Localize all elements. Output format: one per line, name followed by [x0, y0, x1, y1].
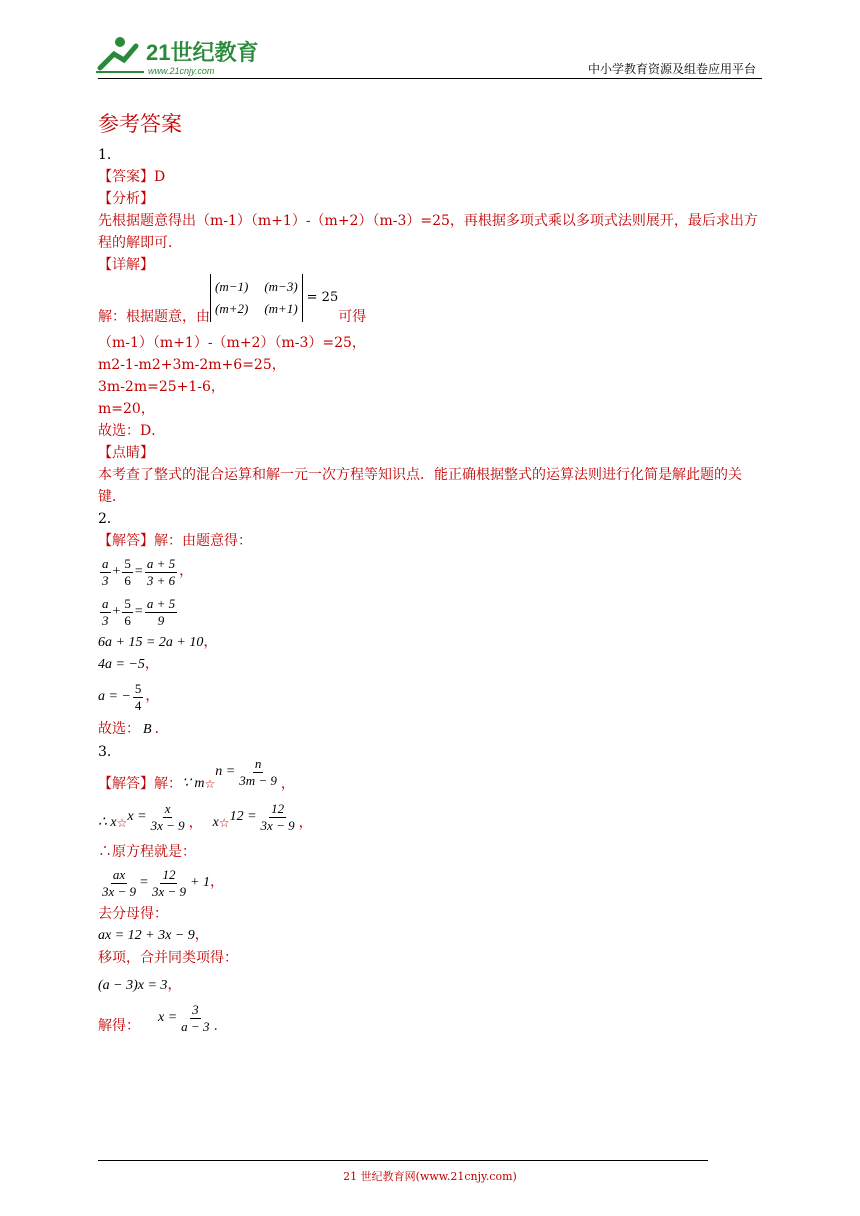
q2-choice: 故选： B ．	[98, 721, 169, 737]
q1-comment-label: 【点睛】	[98, 445, 154, 461]
footer-divider	[98, 1160, 708, 1161]
q1-answer: 【答案】D	[98, 169, 166, 185]
page-header	[0, 0, 860, 90]
q2-eq-4: 4a = −5 ，	[98, 657, 159, 672]
q1-step-1: （m-1）（m+1）-（m+2）（m-3）=25，	[98, 335, 366, 351]
logo-text: 21世纪教育	[146, 40, 259, 65]
q1-analysis: 先根据题意得出（m-1）（m+1）-（m+2）（m-3）=25，再根据多项式乘以多项式法则展开，最后求出方程的解即可．	[98, 213, 758, 251]
header-divider	[98, 78, 762, 79]
q3-orig-eq: $\frac{ax}{3x - 9}$ = $\frac{12}{3x - 9}$ + 1 ，	[102, 866, 224, 899]
q1-step-4: m=20，	[98, 401, 155, 417]
q1-choice: 故选：D．	[98, 423, 166, 439]
q1-detail-label: 【详解】	[98, 257, 154, 273]
q3-denom-eq: ax = 12 + 3x − 9 ，	[98, 928, 209, 943]
q2-eq-5: a = − $\frac{5}{4}$ ，	[98, 680, 160, 713]
q3-solution: 解得： x = $\frac{3}{a - 3}$ ．	[98, 1001, 228, 1034]
q2-number: 2．	[98, 511, 121, 527]
logo-url: www.21cnjy.com	[148, 66, 215, 76]
q3-intro-line: 【解答】解： ∵ m ☆ n = $\frac{n}{3m - 9}$ ，	[98, 755, 295, 792]
logo	[92, 32, 262, 78]
q1-step-2: m2-1-m2+3m-2m+6=25，	[98, 357, 286, 373]
page-title: 参考答案	[98, 112, 182, 136]
q1-number: 1．	[98, 147, 121, 163]
answers-body	[98, 144, 763, 1049]
q1-determinant: (m−1) (m−3) (m+2) (m+1) = 25	[210, 274, 338, 322]
platform-name: 中小学教育资源及组卷应用平台	[587, 62, 756, 76]
q3-original: ∴原方程就是：	[98, 844, 196, 860]
q3-number: 3．	[98, 744, 121, 760]
q2-eq-2: $\frac{a}{3}$ + $\frac{5}{6}$ = $\frac{a + 5}{9}$	[102, 595, 176, 628]
q1-solve-prefix: 解：根据题意，由	[98, 309, 210, 325]
q2-eq-1: $\frac{a}{3}$ + $\frac{5}{6}$ = $\frac{a + 5}{3 + 6}$ ，	[102, 555, 194, 588]
q3-move: 移项，合并同类项得：	[98, 950, 238, 966]
q1-analysis-label: 【分析】	[98, 191, 154, 207]
q3-denom: 去分母得：	[98, 906, 168, 922]
q3-move-eq: (a − 3)x = 3 ，	[98, 978, 182, 993]
q1-solve-suffix: 可得	[338, 309, 367, 325]
q2-eq-3: 6a + 15 = 2a + 10 ，	[98, 635, 218, 650]
footer-text: 21 世纪教育网(www.21cnjy.com)	[343, 1170, 517, 1183]
q1-solve-line	[98, 280, 763, 328]
q1-comment: 本考查了整式的混合运算和解一元一次方程等知识点．能正确根据整式的运算法则进行化简是解此题的关键．	[98, 467, 742, 505]
q3-therefore-line: ∴ x ☆ x = $\frac{x}{3x - 9}$ ， x ☆ 12 = $\frac{12}{3x - 9}$ ，	[98, 800, 313, 833]
q2-intro: 【解答】解：由题意得：	[98, 533, 252, 549]
q1-step-3: 3m-2m=25+1-6，	[98, 379, 225, 395]
